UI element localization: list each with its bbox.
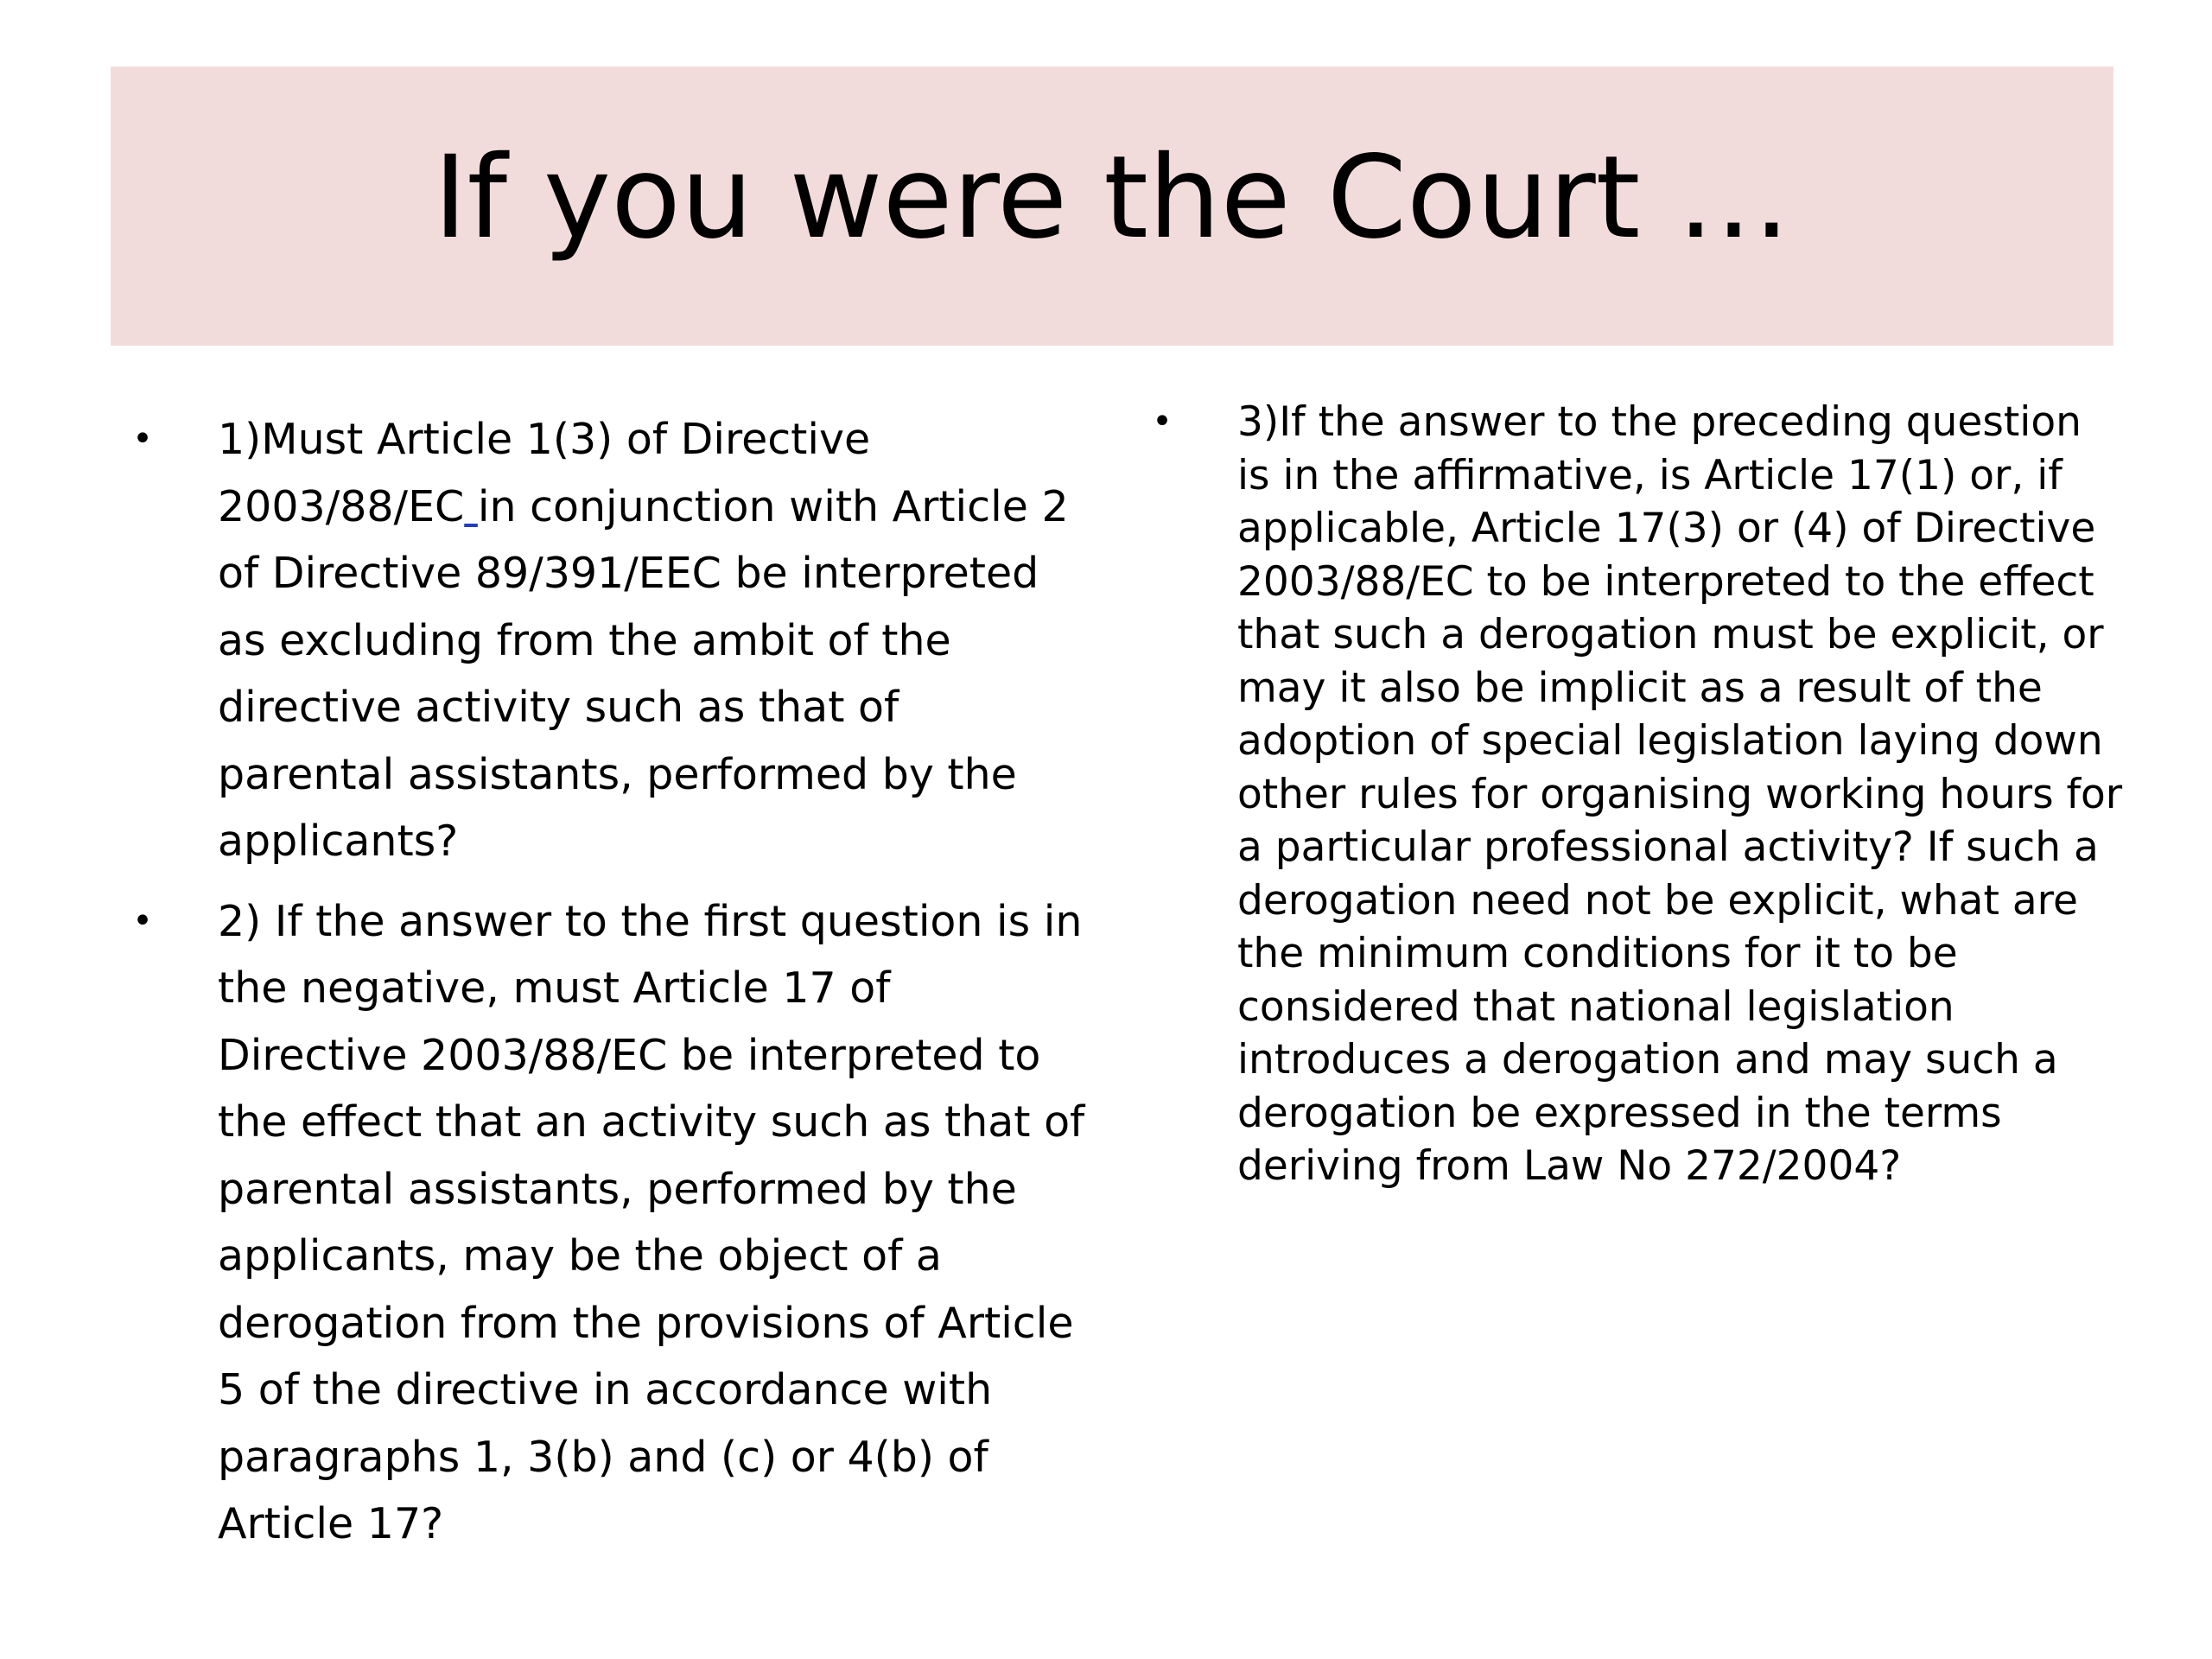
bullet-icon: • xyxy=(132,419,153,459)
bullet-icon: • xyxy=(132,900,153,941)
slide-title: If you were the Court … xyxy=(433,130,1791,264)
list-item-question-3 xyxy=(1149,396,2126,1193)
question-3-text: 3)If the answer to the preceding question is in the affirmative, is Article 17(1) or, if applicable, Article 17(3) or (4) of Directive 2003/88/EC to be interpreted to the effect that such a derogation must be explicit, or may it also be implicit as a result of the adoption of special legislation laying down other rules for organising working hours for a particular professional activity? If such a derogation need not be explicit, what are the minimum conditions for it to be considered that national legislation introduces a derogation and may such a derogation be expressed in the terms deriving from Law No 272/2004? xyxy=(1237,398,2123,1190)
question-2-text: 2) If the answer to the first question is in the negative, must Article 17 of Directive 2003/88/EC be interpreted to the effect that an activity such as that of parental assistants, performed by the applicants, may be the object of a derogation from the provisions of Article 5 of the directive in accordance with paragraphs 1, 3(b) and (c) or 4(b) of Article 17? xyxy=(218,896,1085,1548)
list-item-question-2 xyxy=(130,888,1089,1558)
footnote-reference-link[interactable] xyxy=(464,482,478,531)
title-banner xyxy=(111,67,2113,346)
bullet-icon: • xyxy=(1152,402,1173,442)
right-bullet-list xyxy=(1149,396,2126,1193)
question-1-text-end: in conjunction with Article 2 of Directive 89/391/EEC be interpreted as excluding from the ambit of the directive activity such as that of parental assistants, performed by the applicants? xyxy=(218,481,1069,866)
list-item-question-1 xyxy=(130,406,1089,875)
question-1-text-start: 1)Must Article 1(3) of Directive 2003/88/EC xyxy=(218,415,871,531)
left-bullet-list xyxy=(130,406,1089,1571)
